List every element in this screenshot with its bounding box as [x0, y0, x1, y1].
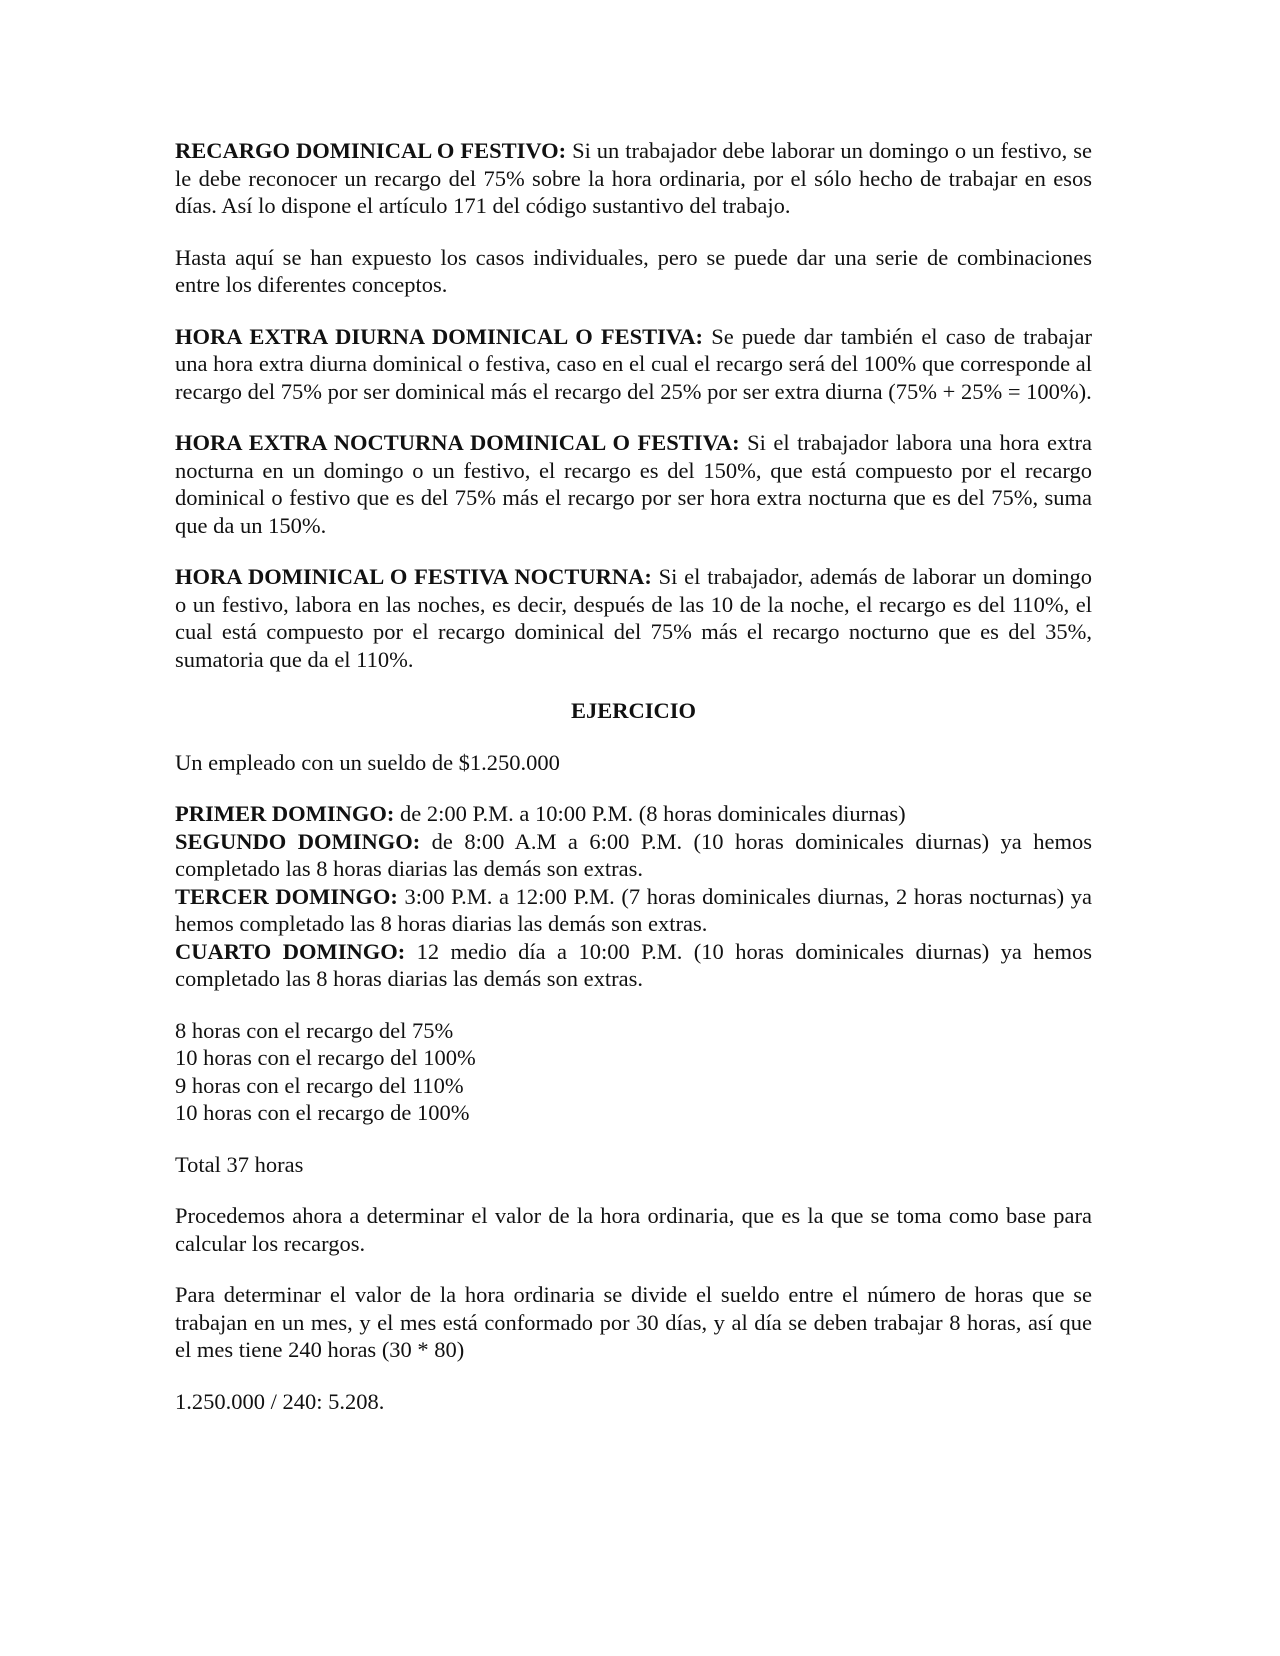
domingo-text-3: 3:00 P.M. a 12:00 P.M. (7 horas dominicales diurnas, 2 horas nocturnas) ya hemos completado las 8 horas diarias las demás son extras.	[175, 883, 1092, 936]
heading-recargo-dominical: RECARGO DOMINICAL O FESTIVO:	[175, 138, 567, 163]
recargos-list	[175, 1017, 1092, 1127]
domingo-item-2	[175, 828, 1092, 883]
total-line: Total 37 horas	[175, 1151, 304, 1177]
paragraph-procedemos: Procedemos ahora a determinar el valor de la hora ordinaria, que es la que se toma como base para calcular los recargos.	[175, 1203, 1092, 1256]
paragraph-dominical-nocturna	[175, 563, 1092, 673]
domingo-label-3: TERCER DOMINGO:	[175, 883, 398, 909]
text-extra-diurna-dominical: Se puede dar también el caso de trabajar una hora extra diurna dominical o festiva, caso en el cual el recargo será del 100% que corresponde al recargo del 75% por ser dominical más el recargo del 25% por ser extra diurna (75% + 25% = 100%).	[175, 323, 1092, 404]
text-dominical-nocturna: Si el trabajador, además de laborar un domingo o un festivo, labora en las noches, es decir, después de las 10 de la noche, el recargo es del 110%, el cual está compuesto por el recargo dominical del 75% más el recargo nocturno que es del 35%, sumatoria que da el 110%.	[175, 564, 1093, 672]
domingo-text-2: de 8:00 A.M a 6:00 P.M. (10 horas dominicales diurnas) ya hemos completado las 8 horas diarias las demás son extras.	[175, 828, 1092, 881]
calculo-line: 1.250.000 / 240: 5.208.	[175, 1388, 385, 1414]
heading-dominical-nocturna: HORA DOMINICAL O FESTIVA NOCTURNA:	[175, 564, 652, 589]
sueldo-line: Un empleado con un sueldo de $1.250.000	[175, 749, 560, 775]
paragraph-recargo-dominical	[175, 137, 1092, 220]
paragraph-extra-diurna-dominical	[175, 323, 1092, 406]
heading-extra-diurna-dominical: HORA EXTRA DIURNA DOMINICAL O FESTIVA:	[175, 323, 704, 349]
domingo-item-1	[175, 800, 1092, 828]
recargo-item-1: 8 horas con el recargo del 75%	[175, 1017, 454, 1043]
document-page	[175, 137, 1092, 1439]
paragraph-combinaciones: Hasta aquí se han expuesto los casos individuales, pero se puede dar una serie de combinaciones entre los diferentes conceptos.	[175, 244, 1092, 297]
heading-extra-nocturna-dominical: HORA EXTRA NOCTURNA DOMINICAL O FESTIVA:	[175, 430, 740, 455]
domingo-text-1: de 2:00 P.M. a 10:00 P.M. (8 horas dominicales diurnas)	[394, 801, 906, 826]
text-recargo-dominical: Si un trabajador debe laborar un domingo o un festivo, se le debe reconocer un recargo del 75% sobre la hora ordinaria, por el sólo hecho de trabajar en esos días. Así lo dispone el artículo 171 del código sustantivo del trabajo.	[175, 138, 1092, 218]
domingo-item-4	[175, 938, 1092, 993]
domingo-label-1: PRIMER DOMINGO:	[175, 801, 395, 826]
domingo-text-4: 12 medio día a 10:00 P.M. (10 horas dominicales diurnas) ya hemos completado las 8 horas diarias las demás son extras.	[175, 938, 1092, 991]
domingo-label-2: SEGUNDO DOMINGO:	[175, 828, 421, 854]
recargo-item-2: 10 horas con el recargo del 100%	[175, 1045, 476, 1070]
domingo-label-4: CUARTO DOMINGO:	[175, 938, 406, 964]
paragraph-determinar: Para determinar el valor de la hora ordinaria se divide el sueldo entre el número de horas que se trabajan en un mes, y el mes está conformado por 30 días, y al día se deben trabajar 8 horas, así que el mes tiene 240 horas (30 * 80)	[175, 1282, 1092, 1362]
recargo-item-4: 10 horas con el recargo de 100%	[175, 1100, 470, 1125]
domingos-block	[175, 800, 1092, 993]
text-extra-nocturna-dominical: Si el trabajador labora una hora extra nocturna en un domingo o un festivo, el recargo es del 150%, que está compuesto por el recargo dominical o festivo que es del 75% más el recargo por ser hora extra nocturna que es del 75%, suma que da un 150%.	[175, 430, 1092, 538]
recargo-item-3: 9 horas con el recargo del 110%	[175, 1072, 464, 1098]
ejercicio-title: EJERCICIO	[570, 698, 697, 723]
domingo-item-3	[175, 883, 1092, 938]
paragraph-extra-nocturna-dominical	[175, 429, 1092, 539]
